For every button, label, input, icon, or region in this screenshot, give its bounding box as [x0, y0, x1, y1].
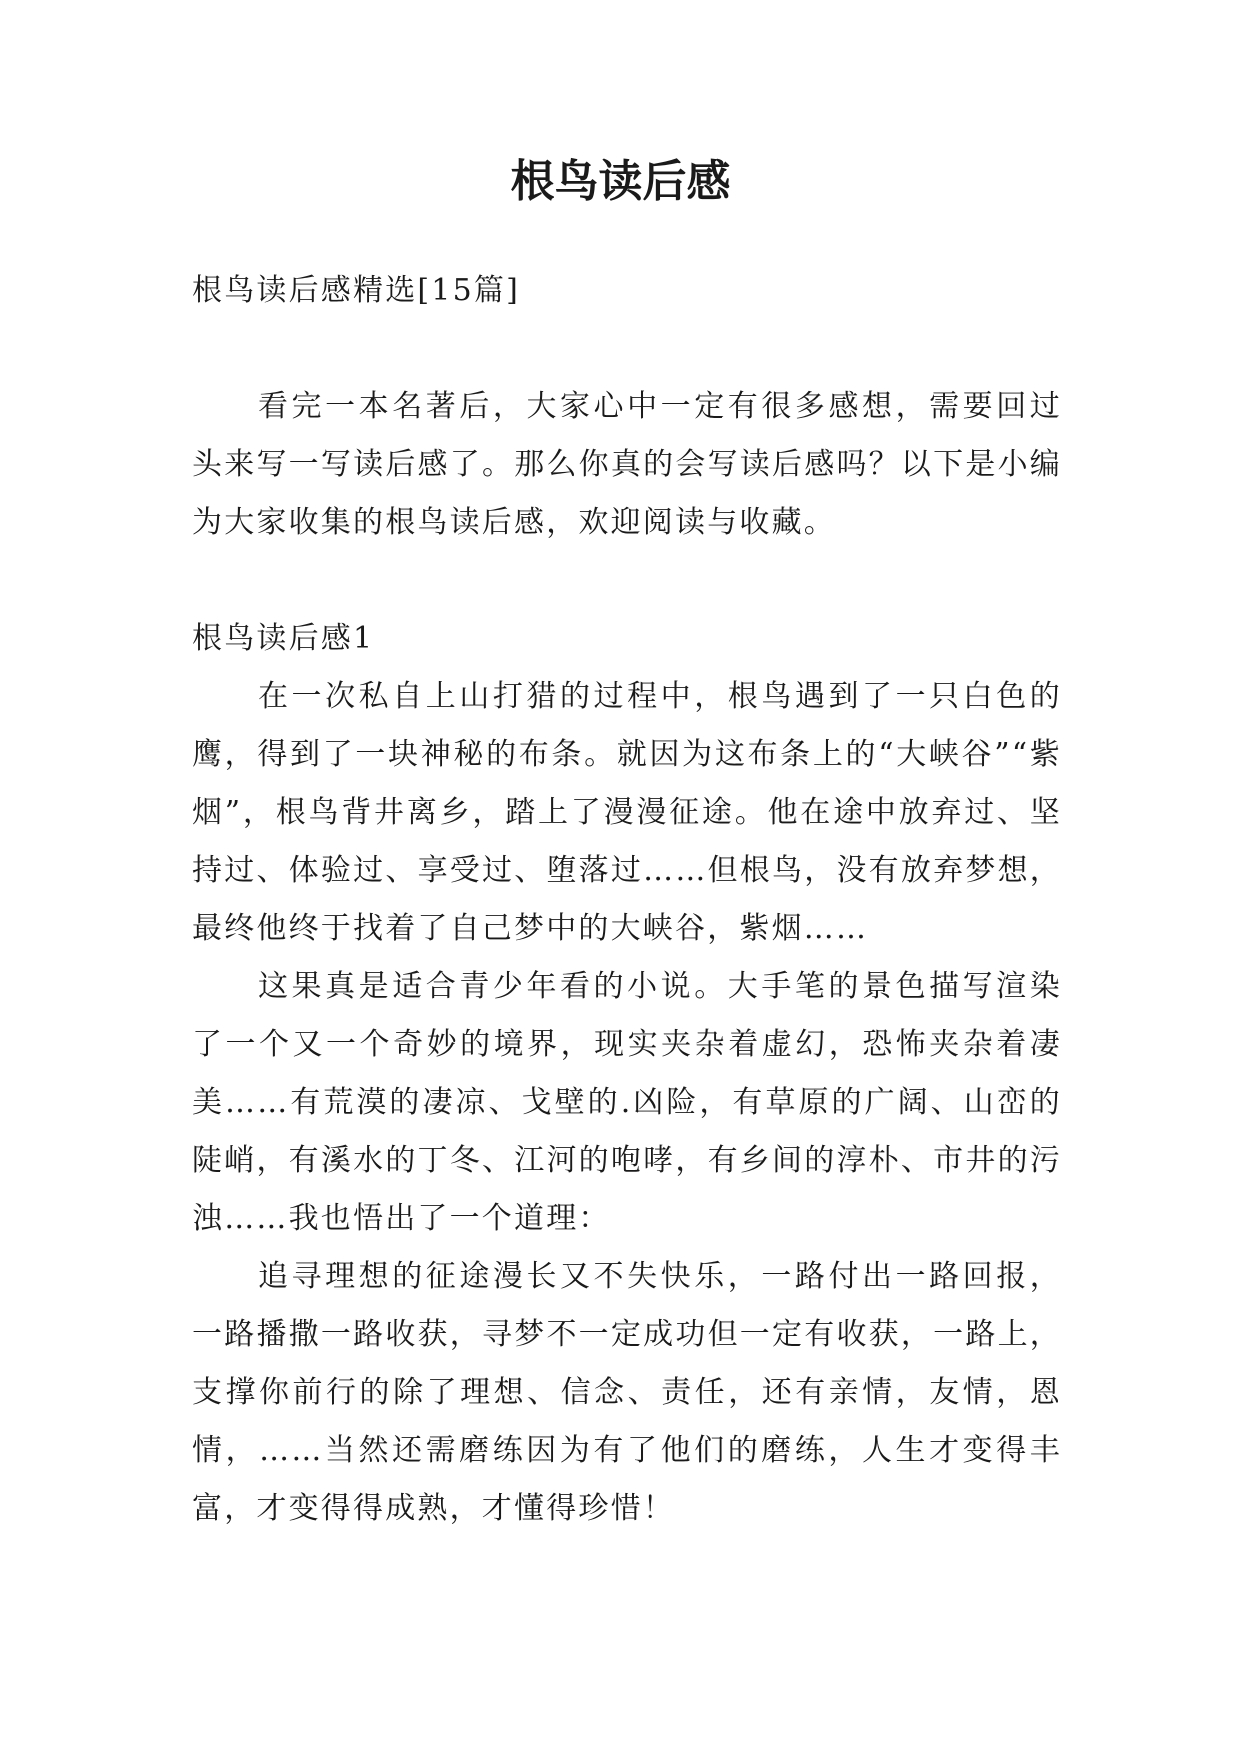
- body-paragraph-1: 在一次私自上山打猎的过程中，根鸟遇到了一只白色的鹰，得到了一块神秘的布条。就因为这布条上的“大峡谷”“紫烟”，根鸟背井离乡，踏上了漫漫征途。他在途中放弃过、坚持过、体验过、享受过、堕落过……但根鸟，没有放弃梦想，最终他终于找着了自己梦中的大峡谷，紫烟……: [192, 679, 1062, 946]
- document-body: [192, 262, 1062, 1538]
- document-title: 根鸟读后感: [510, 156, 731, 207]
- collection-subtitle: 根鸟读后感精选[15篇]: [192, 273, 520, 308]
- body-paragraph-3: 追寻理想的征途漫长又不失快乐，一路付出一路回报，一路播撒一路收获，寻梦不一定成功但一定有收获，一路上，支撑你前行的除了理想、信念、责任，还有亲情，友情，恩情，……当然还需磨练因为有了他们的磨练，人生才变得丰富，才变得得成熟，才懂得珍惜！: [192, 1259, 1062, 1526]
- body-paragraph-2: 这果真是适合青少年看的小说。大手笔的景色描写渲染了一个又一个奇妙的境界，现实夹杂着虚幻，恐怖夹杂着凄美……有荒漠的凄凉、戈壁的.凶险，有草原的广阔、山峦的陡峭，有溪水的丁冬、江河的咆哮，有乡间的淳朴、市井的污浊……我也悟出了一个道理：: [192, 969, 1062, 1236]
- intro-paragraph: 看完一本名著后，大家心中一定有很多感想，需要回过头来写一写读后感了。那么你真的会写读后感吗？以下是小编为大家收集的根鸟读后感，欢迎阅读与收藏。: [192, 389, 1062, 540]
- section-heading: 根鸟读后感1: [192, 621, 375, 656]
